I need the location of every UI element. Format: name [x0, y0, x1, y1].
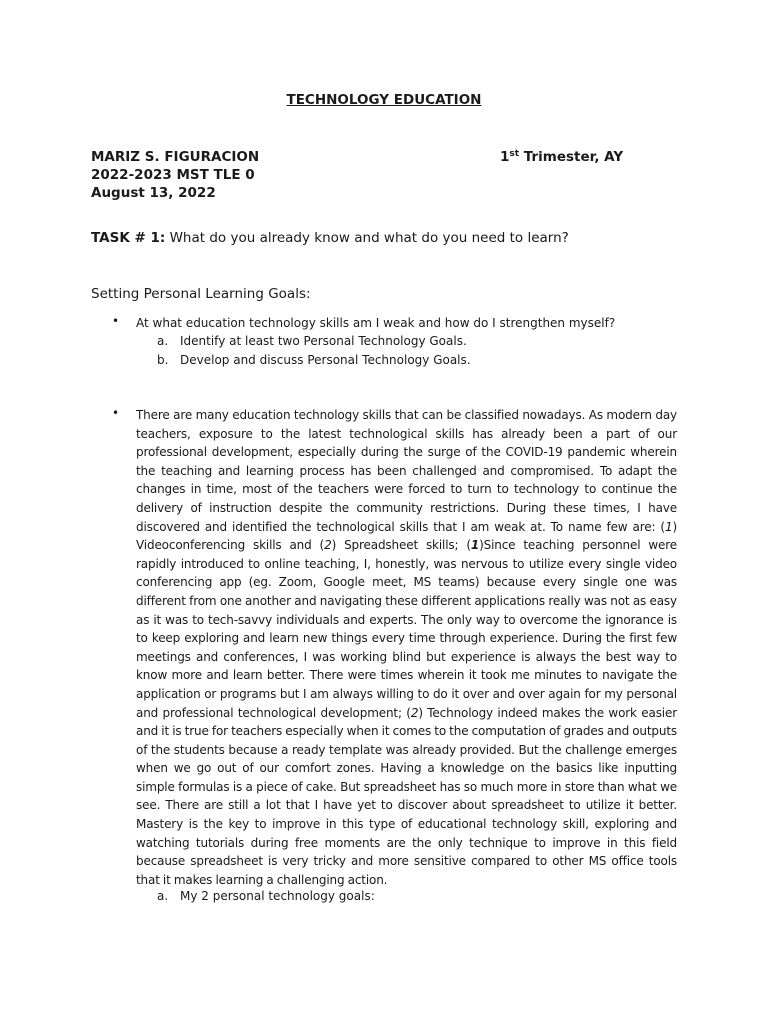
term-ordinal: 1: [500, 149, 510, 165]
sub-item: [157, 332, 467, 351]
section-title: Setting Personal Learning Goals:: [91, 286, 311, 302]
task-question: What do you already know and what do you need to learn?: [165, 230, 569, 246]
sub-item-text: Identify at least two Personal Technology Goals.: [180, 334, 467, 348]
goals-text: My 2 personal technology goals:: [180, 889, 375, 903]
sub-item-label: b.: [157, 353, 169, 367]
goals-item: [157, 887, 375, 906]
bullet-question: At what education technology skills am I weak and how do I strengthen myself?: [136, 316, 616, 330]
paragraph-number: 2: [324, 538, 332, 553]
task-heading: [91, 230, 569, 246]
sub-item-text: Develop and discuss Personal Technology Goals.: [180, 353, 471, 367]
paragraph-text: )Since teaching personnel were rapidly introduced to online teaching, I, honestly, was nervous to utilize every single video conferencing app (eg. Zoom, Google meet, MS teams) because every single one was different from one another and navigating these different applications really was not as easy as it was to tech-savvy individuals and experts. The only way to overcome the ignorance is to keep exploring and learn new things every time through experience. During the first few meetings and conferences, I was working blind but experience is always the best way to know more and learn better. There were times wherein it took me minutes to navigate the application or programs but I am always willing to do it over and over again for my personal and professional technological development; (: [136, 538, 677, 720]
document-title: TECHNOLOGY EDUCATION: [286, 92, 482, 108]
document-date: August 13, 2022: [91, 185, 216, 201]
paragraph-number: 1: [470, 538, 480, 553]
sub-item-label: a.: [157, 334, 169, 348]
paragraph-text: ) Spreadsheet skills; (: [331, 538, 471, 553]
paragraph-text: ) Technology indeed makes the work easier and it is true for teachers especially when it comes to the computation of grades and outputs of the students because a ready template was already provided. But the challenge emerges when we go out of our comfort zones. Having a knowledge on the basics like inputting simple formulas is a piece of cake. But spreadsheet has so much more in store than what we see. There are still a lot that I have yet to discover about spreadsheet to utilize it better. Mastery is the key to improve in this type of educational technology skill, exploring and watching tutorials during free moments are the only technique to improve in this field because spreadsheet is very tricky and more sensitive compared to other MS office tools that it makes learning a challenging action.: [136, 705, 677, 887]
term-rest: Trimester, AY: [519, 149, 624, 165]
sub-item: [157, 351, 471, 370]
student-name: MARIZ S. FIGURACION: [91, 149, 260, 165]
year-course: 2022-2023 MST TLE 0: [91, 167, 255, 183]
paragraph-text: ) Videoconferencing skills and (: [136, 519, 677, 553]
goals-label: a.: [157, 889, 169, 903]
task-label: TASK # 1:: [91, 230, 166, 246]
paragraph-number: 2: [410, 705, 419, 720]
term-suffix: st: [509, 149, 520, 159]
bullet-icon: •: [112, 314, 120, 328]
paragraph-number: 1: [664, 519, 673, 534]
body-paragraph: [136, 406, 677, 889]
bullet-icon: •: [112, 406, 120, 420]
term-label: [500, 148, 623, 166]
paragraph-text: There are many education technology skills that can be classified nowadays. As modern day teachers, exposure to the latest technological skills has already been a part of our professional development, especially during the surge of the COVID-19 pandemic wherein the teaching and learning process has been challenged and compromised. To adapt the changes in time, most of the teachers were forced to turn to technology to continue the delivery of instruction despite the community restrictions. During these times, I have discovered and identified the technological skills that I am weak at. To name few are: (: [136, 408, 677, 534]
